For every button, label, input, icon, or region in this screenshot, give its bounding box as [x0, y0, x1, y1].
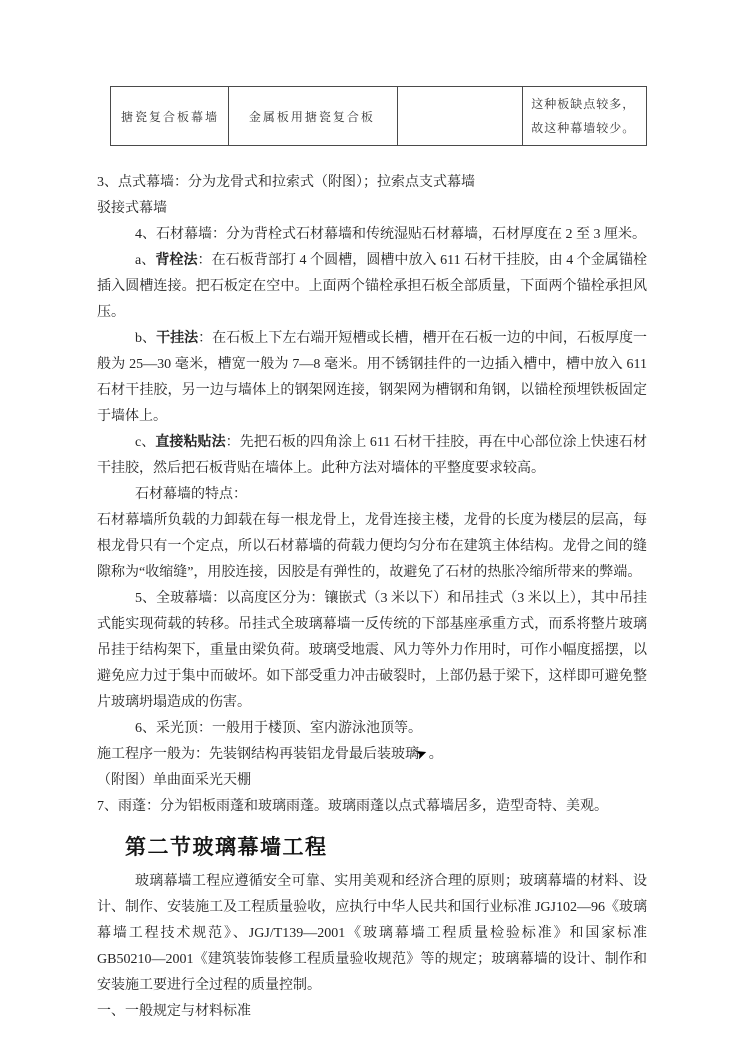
paragraph-glass-curtain-intro: 玻璃幕墙工程应遵循安全可靠、实用美观和经济合理的原则；玻璃幕墙的材料、设计、制作、安装施工及工程质量验收，应执行中华人民共和国行业标准 JGJ102—96《玻璃幕墙工程技术规范》、JGJ/T139—2001《玻璃幕墙工程质量检验标准》和国家标准 GB50210—2001《建筑装饰装修工程质量验收规范》等的规定；玻璃幕墙的设计、制作和安装施工要进行全过程的质量控制。	[97, 874, 647, 993]
paragraph-construction-order	[97, 742, 647, 768]
table-cell-material: 金属板用搪瓷复合板	[228, 87, 397, 146]
curtain-wall-table	[110, 86, 647, 146]
construction-order-period: 。	[428, 747, 443, 762]
cursor-arrow-icon: ➤	[413, 745, 430, 764]
table-row	[111, 87, 647, 146]
back-bolt-term: 背栓法	[155, 253, 198, 268]
section-heading: 第二节玻璃幕墙工程	[125, 835, 328, 859]
table-cell-note: 这种板缺点较多，故这种幕墙较少。	[523, 87, 647, 146]
paragraph-point-type-curtain: 3、点式幕墙：分为龙骨式和拉索式（附图）；拉索点支式幕墙	[97, 175, 475, 190]
paragraph-back-bolt-method	[97, 248, 647, 326]
back-bolt-prefix: a、	[135, 253, 156, 268]
paragraph-full-glass-curtain: 5、全玻幕墙：以高度区分为：镶嵌式（3 米以下）和吊挂式（3 米以上），其中吊挂式能实现荷载的转移。吊挂式全玻璃幕墙一反传统的下部基座承重方式，而系将整片玻璃吊挂于结构架下，重量由梁负荷。玻璃受地震、风力等外力作用时，可作小幅度摇摆，以避免应力过于集中而破坏。如下部受重力冲击破裂时，上部仍悬于梁下，这样即可避免整片玻璃坍塌造成的伤害。	[97, 591, 647, 710]
paragraph-skylight: 6、采光顶：一般用于楼顶、室内游泳池顶等。	[135, 721, 422, 736]
paragraph-canopy: 7、雨蓬：分为铝板雨蓬和玻璃雨蓬。玻璃雨蓬以点式幕墙居多，造型奇特、美观。	[97, 799, 608, 814]
construction-order-text: 施工程序一般为：先装钢结构再装铝龙骨最后装玻璃	[97, 747, 419, 762]
dry-hang-term: 干挂法	[156, 331, 199, 346]
paragraph-direct-paste-method	[97, 430, 647, 482]
direct-paste-prefix: c、	[135, 435, 156, 450]
paragraph-bojie-curtain: 驳接式幕墙	[97, 201, 167, 216]
direct-paste-text: ：先把石板的四角涂上 611 石材干挂胶，再在中心部位涂上快速石材干挂胶，然后把石板背贴在墙体上。此种方法对墙体的平整度要求较高。	[97, 435, 648, 476]
table-cell-curtain-type: 搪瓷复合板幕墙	[111, 87, 229, 146]
dry-hang-text: ：在石板上下左右端开短槽或长槽，槽开在石板一边的中间，石板厚度一般为 25—30 毫米，槽宽一般为 7—8 毫米。用不锈钢挂件的一边插入槽中，槽中放入 611 石材干挂胶，另一边与墙体上的钢架网连接，钢架网为槽钢和角钢，以锚栓预埋铁板固定于墙体上。	[97, 331, 648, 424]
paragraph-stone-features-title: 石材幕墙的特点：	[135, 487, 247, 502]
paragraph-stone-features: 石材幕墙所负载的力卸载在每一根龙骨上，龙骨连接主楼，龙骨的长度为楼层的层高，每根龙骨只有一个定点，所以石材幕墙的荷载力便均匀分布在建筑主体结构。龙骨之间的缝隙称为“收缩缝”，用胶连接，因胶是有弹性的，故避免了石材的热胀冷缩所带来的弊端。	[97, 513, 647, 580]
paragraph-dry-hang-method	[97, 326, 647, 430]
direct-paste-term: 直接粘贴法	[155, 435, 226, 450]
dry-hang-prefix: b、	[135, 331, 157, 346]
paragraph-attached-figure: （附图）单曲面采光天棚	[97, 773, 251, 788]
subsection-heading: 一、一般规定与材料标准	[97, 1004, 251, 1019]
table-cell-empty	[397, 87, 522, 146]
back-bolt-text: ：在石板背部打 4 个圆槽，圆槽中放入 611 石材干挂胶，由 4 个金属锚栓插入圆槽连接。把石板定在空中。上面两个锚栓承担石板全部质量，下面两个锚栓承担风压。	[97, 253, 648, 320]
paragraph-stone-curtain: 4、石材幕墙：分为背栓式石材幕墙和传统湿贴石材幕墙，石材厚度在 2 至 3 厘米。	[135, 227, 646, 242]
